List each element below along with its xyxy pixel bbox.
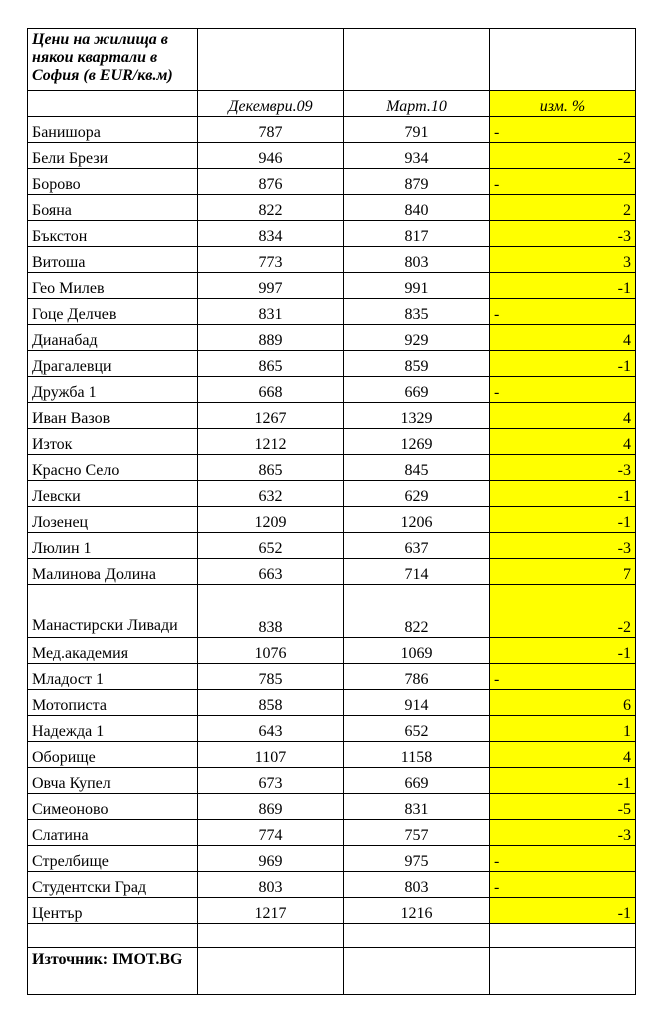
district-name: Овча Купел (28, 768, 198, 794)
table-row (28, 221, 636, 247)
price-december: 865 (198, 455, 344, 481)
table-row (28, 403, 636, 429)
change-percent: -1 (490, 507, 636, 533)
empty-cell (198, 29, 344, 91)
price-table (27, 28, 636, 995)
change-percent: -5 (490, 794, 636, 820)
table-row (28, 195, 636, 221)
district-name: Малинова Долина (28, 559, 198, 585)
table-row (28, 455, 636, 481)
price-december: 822 (198, 195, 344, 221)
empty-cell (28, 924, 198, 948)
price-march: 817 (344, 221, 490, 247)
price-december: 787 (198, 117, 344, 143)
district-name: Оборище (28, 742, 198, 768)
change-percent: - (490, 846, 636, 872)
price-march: 1269 (344, 429, 490, 455)
table-row (28, 377, 636, 403)
price-march: 831 (344, 794, 490, 820)
table-row (28, 429, 636, 455)
district-name: Левски (28, 481, 198, 507)
price-march: 991 (344, 273, 490, 299)
price-march: 1216 (344, 898, 490, 924)
change-percent: - (490, 377, 636, 403)
district-name: Лозенец (28, 507, 198, 533)
title-row (28, 29, 636, 91)
district-name: Гео Милев (28, 273, 198, 299)
change-percent: -3 (490, 221, 636, 247)
header-march: Март.10 (344, 91, 490, 117)
price-march: 714 (344, 559, 490, 585)
district-name: Гоце Делчев (28, 299, 198, 325)
district-name: Бели Брези (28, 143, 198, 169)
table-row (28, 742, 636, 768)
change-percent: 4 (490, 742, 636, 768)
district-name: Дружба 1 (28, 377, 198, 403)
district-name: Изток (28, 429, 198, 455)
price-march: 637 (344, 533, 490, 559)
district-name: Борово (28, 169, 198, 195)
price-december: 858 (198, 690, 344, 716)
price-march: 845 (344, 455, 490, 481)
price-december: 663 (198, 559, 344, 585)
source-row (28, 948, 636, 995)
change-percent: -1 (490, 898, 636, 924)
table-row (28, 846, 636, 872)
change-percent: - (490, 872, 636, 898)
empty-cell (198, 924, 344, 948)
district-name: Иван Вазов (28, 403, 198, 429)
price-december: 834 (198, 221, 344, 247)
district-name: Красно Село (28, 455, 198, 481)
price-march: 934 (344, 143, 490, 169)
price-march: 791 (344, 117, 490, 143)
district-name: Драгалевци (28, 351, 198, 377)
empty-cell (344, 29, 490, 91)
price-december: 946 (198, 143, 344, 169)
price-december: 997 (198, 273, 344, 299)
price-march: 786 (344, 664, 490, 690)
empty-cell (490, 948, 636, 995)
table-row (28, 638, 636, 664)
price-december: 876 (198, 169, 344, 195)
change-percent: 3 (490, 247, 636, 273)
district-name: Стрелбище (28, 846, 198, 872)
price-march: 929 (344, 325, 490, 351)
price-december: 889 (198, 325, 344, 351)
table-row (28, 898, 636, 924)
change-percent: - (490, 169, 636, 195)
price-march: 803 (344, 247, 490, 273)
price-march: 669 (344, 768, 490, 794)
price-december: 632 (198, 481, 344, 507)
district-name: Люлин 1 (28, 533, 198, 559)
district-name: Бояна (28, 195, 198, 221)
empty-cell (490, 924, 636, 948)
change-percent: -1 (490, 351, 636, 377)
district-name: Надежда 1 (28, 716, 198, 742)
district-name: Център (28, 898, 198, 924)
price-december: 969 (198, 846, 344, 872)
change-percent: -1 (490, 481, 636, 507)
table-row (28, 299, 636, 325)
change-percent: - (490, 664, 636, 690)
change-percent: -3 (490, 455, 636, 481)
change-percent: 1 (490, 716, 636, 742)
price-december: 831 (198, 299, 344, 325)
table-row (28, 794, 636, 820)
price-march: 835 (344, 299, 490, 325)
empty-row (28, 924, 636, 948)
table-row (28, 716, 636, 742)
district-name: Студентски Град (28, 872, 198, 898)
district-name: Витоша (28, 247, 198, 273)
price-december: 1107 (198, 742, 344, 768)
table-row (28, 169, 636, 195)
price-december: 838 (198, 585, 344, 638)
price-december: 774 (198, 820, 344, 846)
district-name: Бъкстон (28, 221, 198, 247)
table-row (28, 247, 636, 273)
price-december: 773 (198, 247, 344, 273)
table-row (28, 533, 636, 559)
change-percent: 4 (490, 325, 636, 351)
header-change: изм. % (490, 91, 636, 117)
price-december: 785 (198, 664, 344, 690)
table-row (28, 585, 636, 638)
empty-cell (490, 29, 636, 91)
district-name: Младост 1 (28, 664, 198, 690)
empty-cell (344, 948, 490, 995)
price-march: 652 (344, 716, 490, 742)
change-percent: - (490, 299, 636, 325)
change-percent: - (490, 117, 636, 143)
table-title: Цени на жилища в някои квартали в София (в EUR/кв.м) (28, 29, 198, 91)
table-row (28, 768, 636, 794)
empty-cell (198, 948, 344, 995)
table-row (28, 117, 636, 143)
header-row (28, 91, 636, 117)
change-percent: 4 (490, 403, 636, 429)
price-december: 673 (198, 768, 344, 794)
price-december: 1267 (198, 403, 344, 429)
table-row (28, 690, 636, 716)
change-percent: -3 (490, 820, 636, 846)
district-name: Мотописта (28, 690, 198, 716)
price-march: 879 (344, 169, 490, 195)
change-percent: 2 (490, 195, 636, 221)
table-row (28, 273, 636, 299)
price-december: 803 (198, 872, 344, 898)
district-name: Банишора (28, 117, 198, 143)
change-percent: 7 (490, 559, 636, 585)
change-percent: -1 (490, 768, 636, 794)
price-march: 1158 (344, 742, 490, 768)
change-percent: -1 (490, 638, 636, 664)
empty-cell (28, 91, 198, 117)
price-march: 822 (344, 585, 490, 638)
empty-cell (344, 924, 490, 948)
district-name: Мед.академия (28, 638, 198, 664)
price-march: 757 (344, 820, 490, 846)
change-percent: -3 (490, 533, 636, 559)
table-row (28, 872, 636, 898)
district-name: Манастирски Ливади (28, 585, 198, 638)
source-note: Източник: IMOT.BG (28, 948, 198, 995)
table-row (28, 559, 636, 585)
change-percent: -2 (490, 143, 636, 169)
price-march: 975 (344, 846, 490, 872)
price-march: 669 (344, 377, 490, 403)
district-name: Слатина (28, 820, 198, 846)
price-march: 1069 (344, 638, 490, 664)
table-row (28, 664, 636, 690)
price-december: 643 (198, 716, 344, 742)
price-december: 1076 (198, 638, 344, 664)
change-percent: -2 (490, 585, 636, 638)
price-march: 629 (344, 481, 490, 507)
price-december: 668 (198, 377, 344, 403)
price-december: 869 (198, 794, 344, 820)
price-march: 1329 (344, 403, 490, 429)
table-row (28, 351, 636, 377)
change-percent: 4 (490, 429, 636, 455)
price-march: 859 (344, 351, 490, 377)
price-march: 840 (344, 195, 490, 221)
header-december: Декември.09 (198, 91, 344, 117)
price-december: 1212 (198, 429, 344, 455)
price-december: 1209 (198, 507, 344, 533)
table-row (28, 481, 636, 507)
price-december: 652 (198, 533, 344, 559)
table-row (28, 507, 636, 533)
table-row (28, 325, 636, 351)
table-row (28, 143, 636, 169)
price-march: 803 (344, 872, 490, 898)
district-name: Симеоново (28, 794, 198, 820)
district-name: Дианабад (28, 325, 198, 351)
price-march: 1206 (344, 507, 490, 533)
table-row (28, 820, 636, 846)
change-percent: -1 (490, 273, 636, 299)
price-march: 914 (344, 690, 490, 716)
price-december: 865 (198, 351, 344, 377)
price-december: 1217 (198, 898, 344, 924)
change-percent: 6 (490, 690, 636, 716)
